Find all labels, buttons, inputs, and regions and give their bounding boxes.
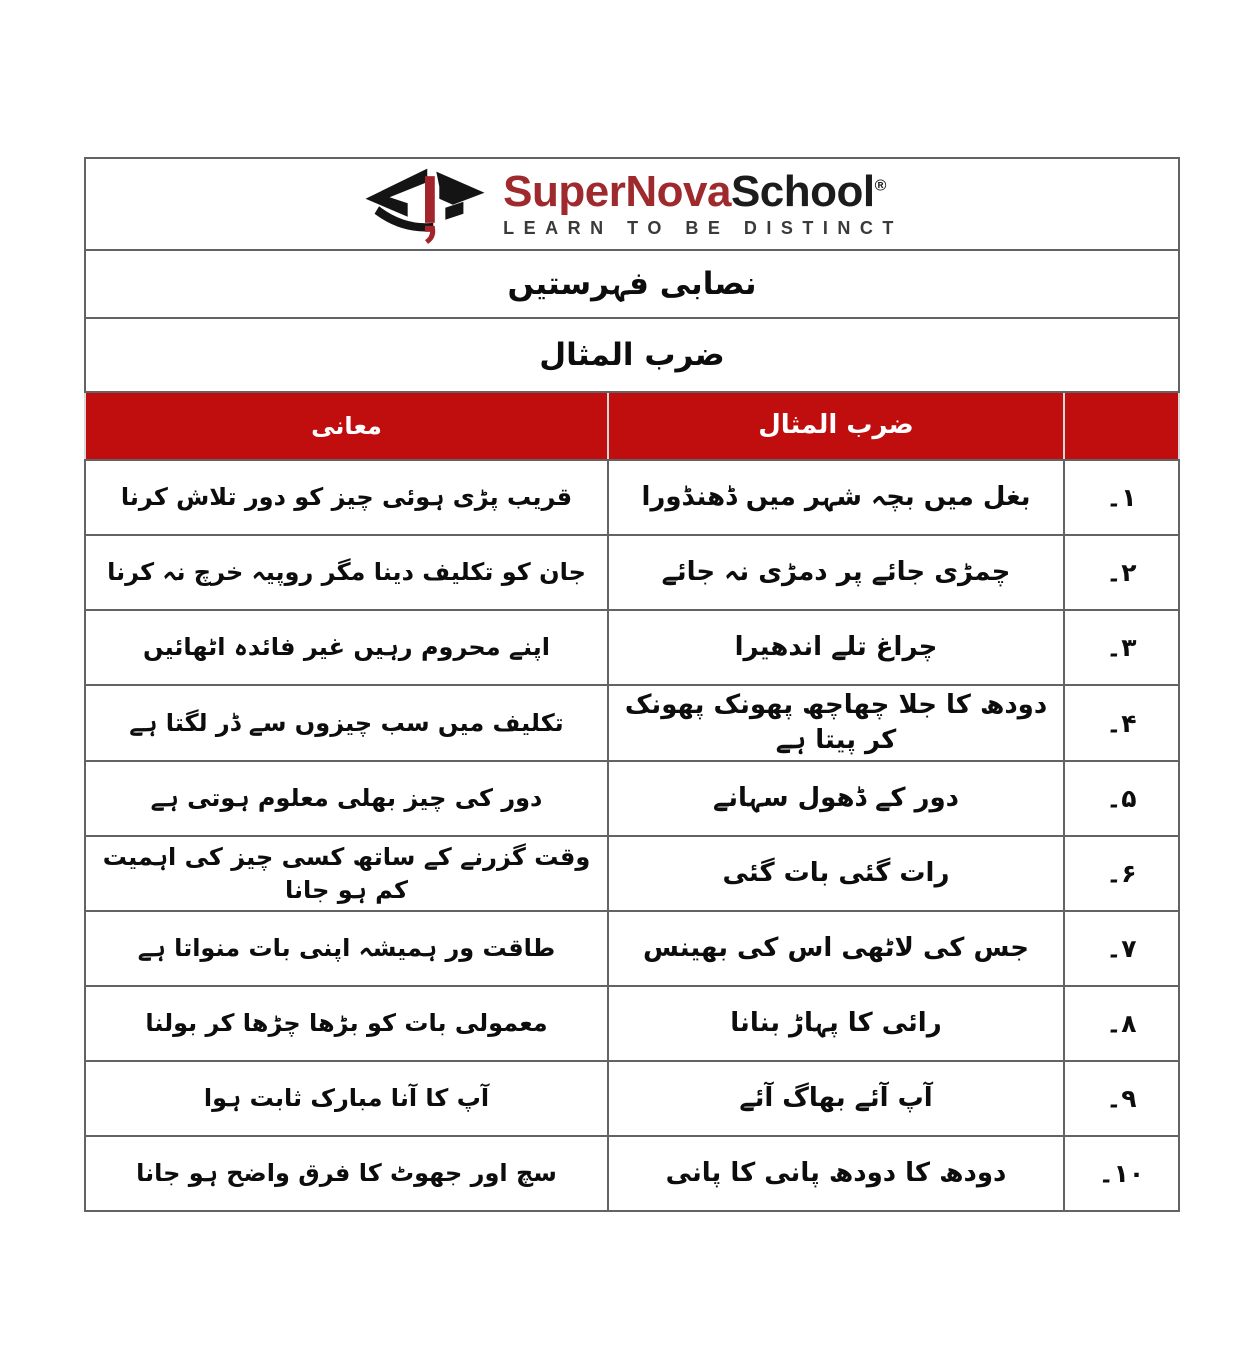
row-meaning-cell [85,460,608,535]
row-proverb-cell [608,460,1064,535]
section-title-cell [85,318,1179,392]
row-number-cell [1064,986,1179,1061]
row-number-cell [1064,685,1179,761]
proverbs-tbody [85,158,1179,1211]
row-proverb-cell [608,685,1064,761]
row-proverb-cell [608,610,1064,685]
row-meaning-cell [85,911,608,986]
row-meaning-cell [85,1061,608,1136]
row-number: ۳۔ [1106,633,1137,662]
list-title-row [85,250,1179,318]
row-meaning-cell [85,836,608,911]
row-number-cell [1064,836,1179,911]
row-proverb: رات گئی بات گئی [722,858,950,889]
row-meaning-cell [85,986,608,1061]
table-row [85,535,1179,610]
header-number-cell [1064,392,1179,460]
row-proverb: دودھ کا دودھ پانی کا پانی [665,1158,1007,1189]
row-proverb-cell [608,986,1064,1061]
table-header-row [85,392,1179,460]
registered-trademark-icon: ® [874,177,886,195]
table-row [85,986,1179,1061]
brand-tagline: LEARN TO BE DISTINCT [503,218,903,239]
table-row [85,610,1179,685]
logo-banner-row [85,158,1179,250]
row-proverb: چراغ تلے اندھیرا [734,631,938,662]
row-meaning: آپ کا آنا مبارک ثابت ہوا [203,1084,490,1113]
brand-name-primary: SuperNova [503,166,731,216]
row-number-cell [1064,1136,1179,1211]
header-proverb-cell [608,392,1064,460]
section-title: ضرب المثال [539,337,725,373]
row-proverb: بغل میں بچہ شہر میں ڈھنڈورا [641,481,1031,512]
school-logo [96,161,1168,247]
header-meaning-label: معانی [311,411,382,440]
section-title-row [85,318,1179,392]
table-row [85,1136,1179,1211]
header-meaning-cell [85,392,608,460]
brand-name-secondary: School [730,166,875,216]
row-meaning: دور کی چیز بھلی معلوم ہوتی ہے [150,784,543,813]
row-number: ۸۔ [1106,1009,1137,1039]
row-number-cell [1064,535,1179,610]
table-row [85,911,1179,986]
proverbs-table [84,157,1180,1212]
row-meaning: وقت گزرنے کے ساتھ کسی چیز کی اہمیت کم ہو جانا [102,843,591,904]
row-meaning-cell [85,761,608,836]
table-row [85,761,1179,836]
row-proverb-cell [608,836,1064,911]
row-number: ۶۔ [1106,859,1137,889]
row-meaning-cell [85,1136,608,1211]
row-proverb: آپ آئے بھاگ آئے [739,1083,933,1114]
row-number: ۹۔ [1106,1084,1137,1114]
logo-banner-cell [85,158,1179,250]
row-proverb-cell [608,761,1064,836]
row-number-cell [1064,911,1179,986]
row-meaning-cell [85,610,608,685]
header-proverb-label: ضرب المثال [758,410,914,441]
row-meaning-cell [85,685,608,761]
row-meaning-cell [85,535,608,610]
row-proverb: دور کے ڈھول سہانے [712,783,959,814]
table-row [85,1061,1179,1136]
row-number-cell [1064,460,1179,535]
row-proverb-cell [608,535,1064,610]
row-meaning: طاقت ور ہمیشہ اپنی بات منواتا ہے [137,934,556,963]
brand-text-block [503,166,903,239]
brand-name [503,166,903,216]
row-proverb-cell [608,1136,1064,1211]
row-proverb: دودھ کا جلا چھاچھ پھونک پھونک کر پیتا ہے [624,690,1048,756]
list-title-cell [85,250,1179,318]
table-row [85,460,1179,535]
row-proverb: جس کی لاٹھی اس کی بھینس [643,933,1029,964]
row-number: ۵۔ [1106,784,1137,814]
row-proverb: رائی کا پہاڑ بنانا [730,1008,942,1039]
row-number: ۱۰۔ [1098,1159,1145,1189]
graduation-cap-logo-icon [361,161,489,247]
row-proverb-cell [608,1061,1064,1136]
list-title: نصابی فہرستیں [507,266,757,302]
worksheet [84,157,1178,1212]
row-number-cell [1064,610,1179,685]
row-meaning: تکلیف میں سب چیزوں سے ڈر لگتا ہے [129,708,564,737]
row-meaning: قریب پڑی ہوئی چیز کو دور تلاش کرنا [120,483,573,512]
table-row [85,836,1179,911]
row-proverb-cell [608,911,1064,986]
row-meaning: سچ اور جھوٹ کا فرق واضح ہو جانا [136,1159,557,1188]
row-meaning: معمولی بات کو بڑھا چڑھا کر بولنا [145,1009,548,1038]
row-meaning: اپنے محروم رہیں غیر فائدہ اٹھائیں [142,633,551,662]
row-number-cell [1064,761,1179,836]
row-number-cell [1064,1061,1179,1136]
row-number: ۲۔ [1106,558,1137,587]
row-number: ۷۔ [1106,934,1137,964]
row-number: ۱۔ [1106,483,1137,512]
row-number: ۴۔ [1106,708,1137,738]
row-proverb: چمڑی جائے پر دمڑی نہ جائے [661,556,1011,587]
row-meaning: جان کو تکلیف دینا مگر روپیہ خرچ نہ کرنا [107,558,586,587]
table-row [85,685,1179,761]
